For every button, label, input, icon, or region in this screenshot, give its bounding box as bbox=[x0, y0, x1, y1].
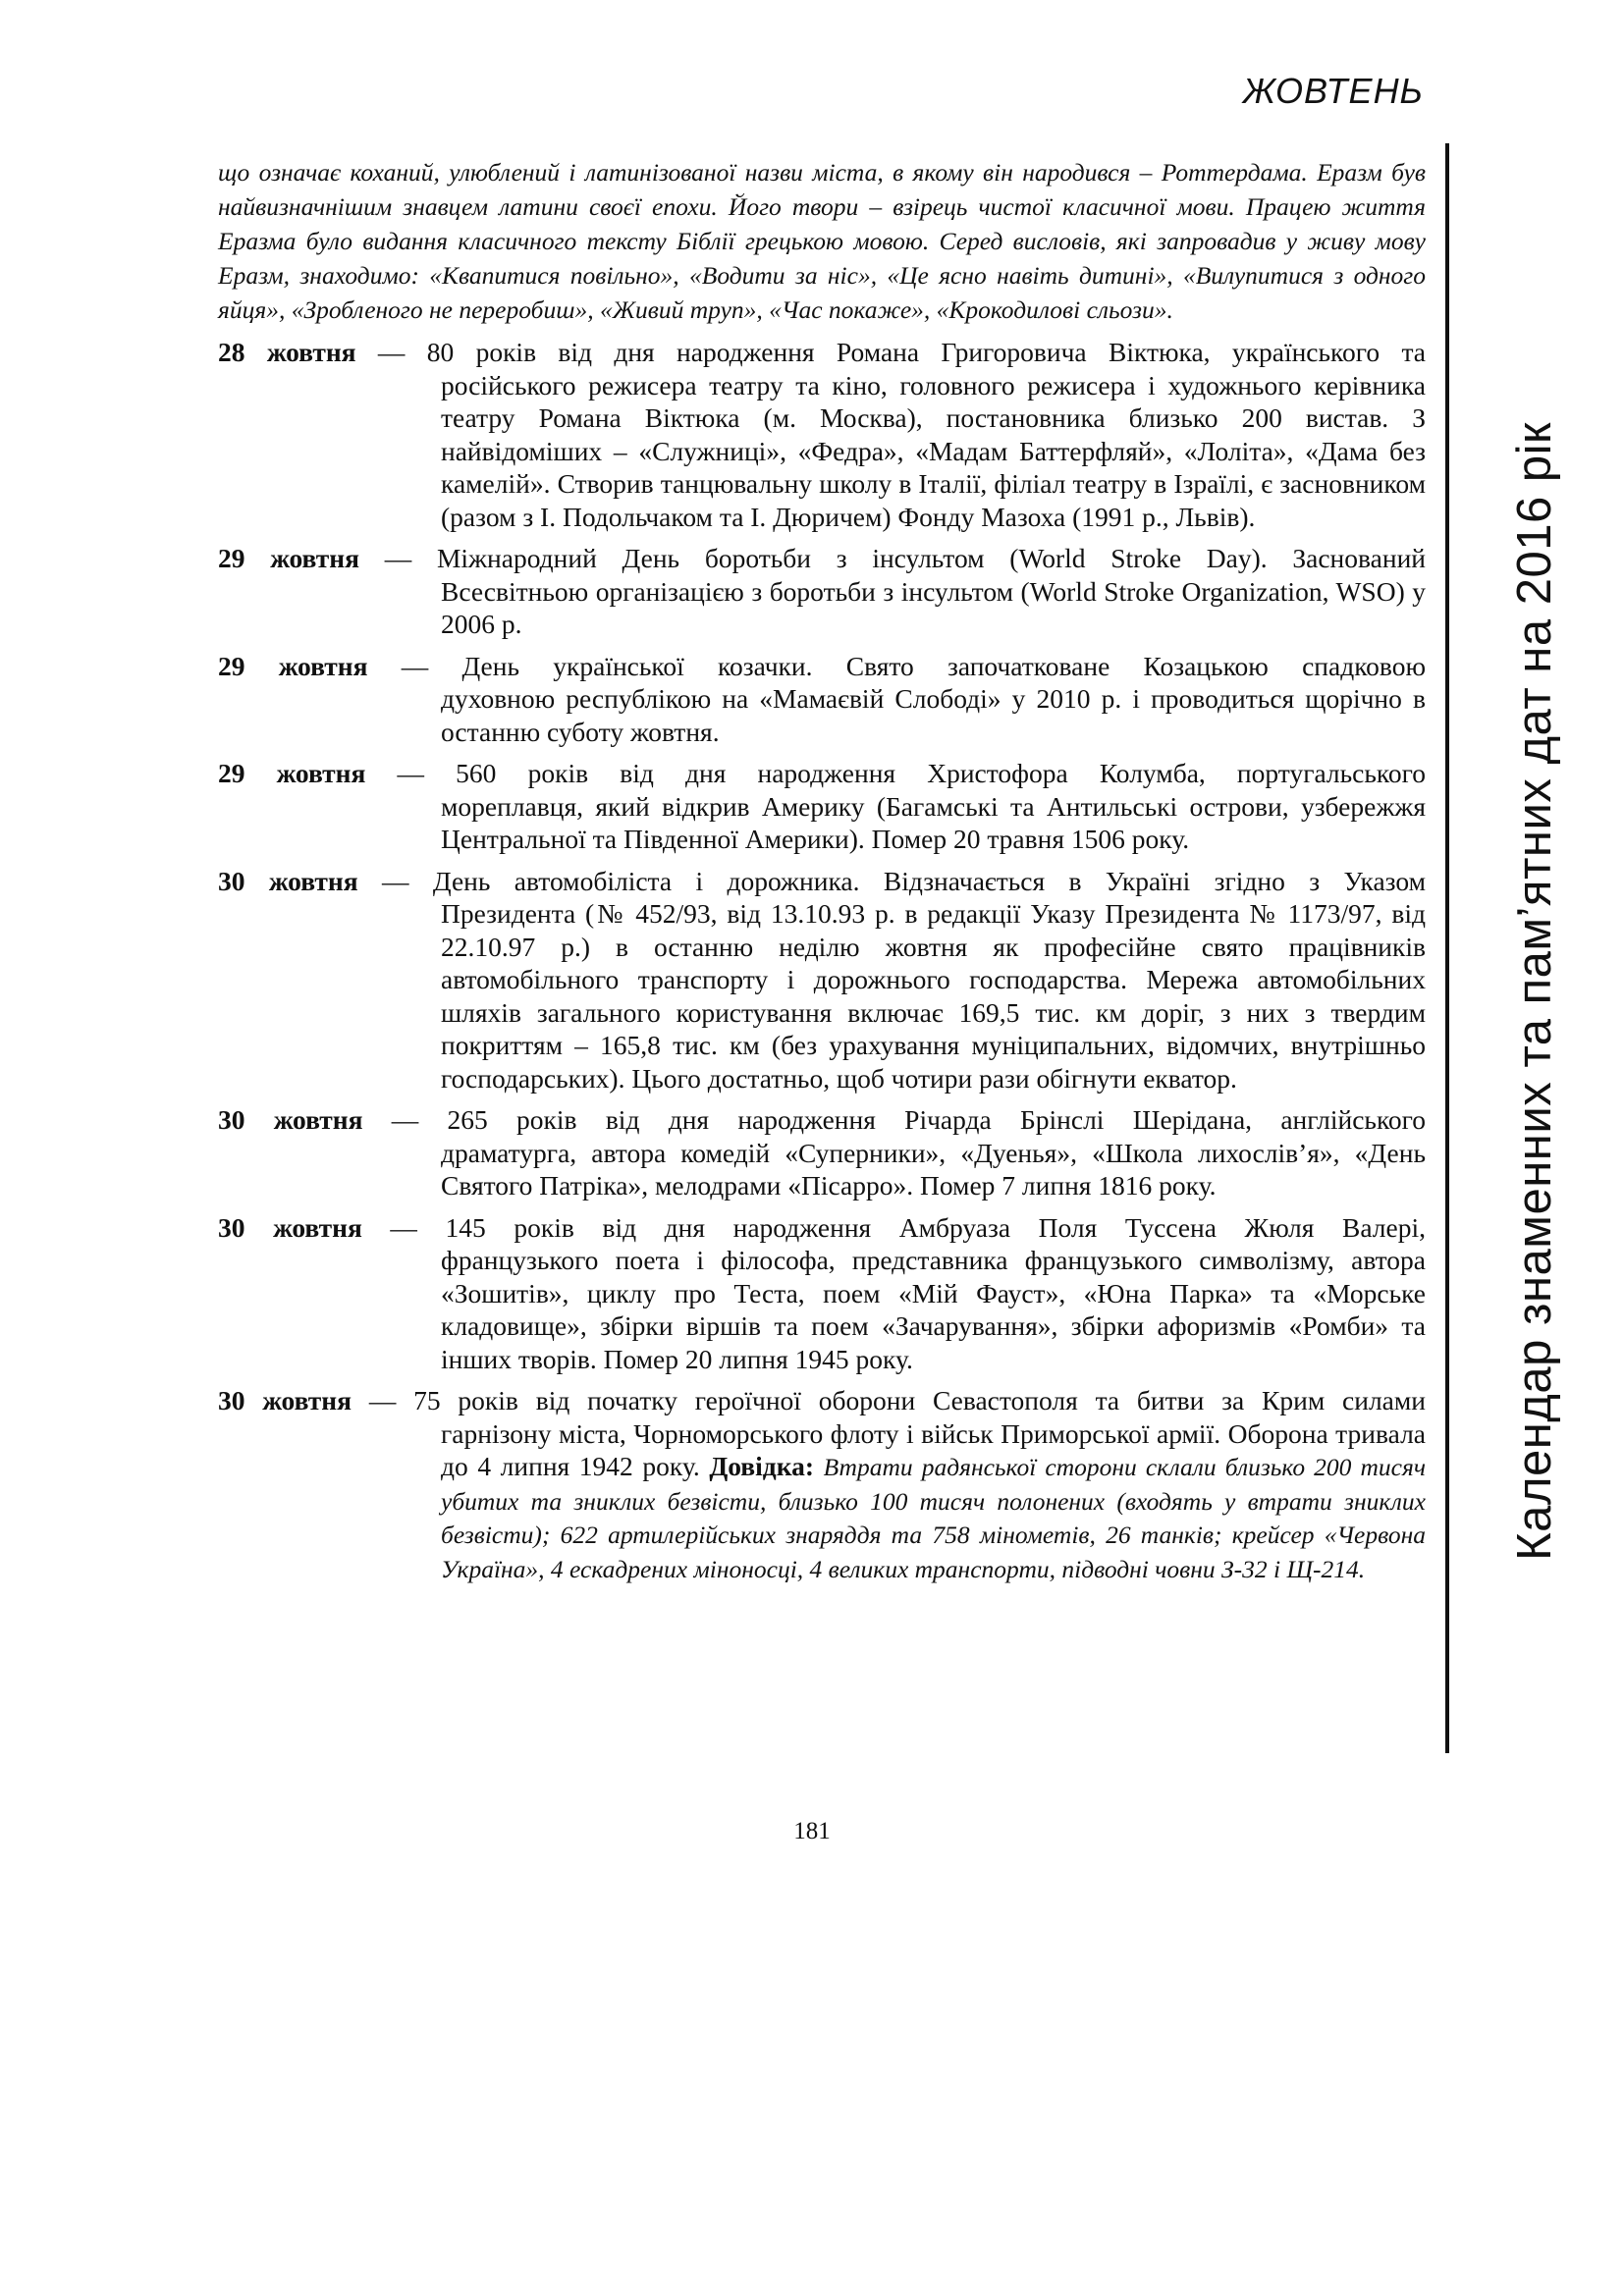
entry-date: 28 жовтня bbox=[218, 337, 356, 367]
entry-body: духовною республікою на «Мамаєвій Слободі» у 2010 р. і проводиться щорічно в останню суботу жовтня. bbox=[441, 683, 1426, 747]
calendar-entry bbox=[218, 1103, 1426, 1202]
calendar-entry bbox=[218, 650, 1426, 749]
calendar-entry bbox=[218, 1384, 1426, 1585]
entry-body: мореплавця, який відкрив Америку (Багамські та Антильські острови, узбережжя Центральної та Південної Америки). Помер 20 травня 1506 року. bbox=[441, 790, 1426, 854]
entry-body bbox=[441, 1417, 1426, 1586]
entry-body: російського режисера театру та кіно, головного режисера і художнього керівника театру Романа Віктюка (м. Москва), постановника близько 200 вистав. З найвідоміших – «Служниці», «Федра», «Мадам Баттерфляй», «Лоліта», «Дама без камелій». Створив танцювальну школу в Італії, філіал театру в Ізраїлі, є засновником (разом з І. Подольчаком та І. Дюричем) Фонду Мазоха (1991 р., Львів). bbox=[441, 369, 1426, 532]
entry-body: Всесвітньою організацією з боротьби з інсультом (World Stroke Organization, WSO) у 2006 р. bbox=[441, 575, 1426, 639]
entry-date: 30 жовтня bbox=[218, 1385, 352, 1415]
entry-lead: — День української козачки. Свято започатковане Козацькою спадковою bbox=[367, 650, 1426, 681]
entry-date: 30 жовтня bbox=[218, 865, 358, 896]
entry-first-line bbox=[218, 650, 1426, 683]
calendar-entry bbox=[218, 1211, 1426, 1376]
calendar-entry bbox=[218, 336, 1426, 533]
entry-date: 29 жовтня bbox=[218, 543, 359, 573]
note-label: Довідка: bbox=[709, 1451, 815, 1481]
entry-first-line bbox=[218, 757, 1426, 790]
margin-rule bbox=[1445, 143, 1449, 1753]
entry-first-line bbox=[218, 336, 1426, 369]
entry-first-line bbox=[218, 1384, 1426, 1417]
entry-lead: — Міжнародний День боротьби з інсультом (World Stroke Day). Заснований bbox=[358, 543, 1427, 573]
entry-lead: — 80 років від дня народження Романа Григоровича Віктюка, українського та bbox=[355, 337, 1427, 367]
entry-date: 29 жовтня bbox=[218, 758, 366, 788]
entry-body: драматурга, автора комедій «Суперники», «Дуенья», «Школа лихослів’я», «День Святого Патріка», мелодрами «Пісарро». Помер 7 липня 1816 року. bbox=[441, 1137, 1426, 1201]
entry-first-line bbox=[218, 865, 1426, 898]
section-header: ЖОВТЕНЬ bbox=[1242, 71, 1424, 111]
entry-lead: — 265 років від дня народження Річарда Брінслі Шерідана, англійського bbox=[362, 1104, 1427, 1135]
entry-first-line bbox=[218, 1103, 1426, 1137]
intro-paragraph: що означає коханий, улюблений і латинізованої назви міста, в якому він народився – Роттердама. Еразм був найвизначнішим знавцем латини своєї епохи. Його твори – взірець чистої класичної мови. Працею життя Еразма було видання класичного тексту Біблії грецькою мовою. Серед висловів, які запровадив у живу мову Еразм, знаходимо: «Квапитися повільно», «Водити за ніс», «Це ясно навіть дитині», «Вилупитися з одного яйця», «Зробленого не переробиш», «Живий труп», «Час покаже», «Крокодилові сльози». bbox=[218, 158, 1426, 324]
entry-date: 30 жовтня bbox=[218, 1104, 363, 1135]
entry-lead: — 145 років від дня народження Амбруаза Поля Туссена Жюля Валері, bbox=[361, 1211, 1427, 1243]
note-text: Втрати радянської сторони склали близько 200 тисяч убитих та зниклих безвісти, близько 100 тисяч полонених (входять у втрати зниклих безвісти); 622 артилерійських знаряддя та 758 мінометів, 26 танків; крейсер «Червона Україна», 4 ескадрених міноносці, 4 великих транспорти, підводні човни З-32 і Щ-214. bbox=[441, 1453, 1427, 1583]
entry-first-line bbox=[218, 1211, 1426, 1245]
calendar-entry bbox=[218, 865, 1426, 1095]
calendar-entry bbox=[218, 757, 1426, 856]
entry-date: 30 жовтня bbox=[218, 1211, 362, 1243]
entry-lead: — 560 років від дня народження Христофора Колумба, португальського bbox=[365, 758, 1426, 788]
entry-date: 29 жовтня bbox=[218, 650, 368, 681]
entry-lead: — 75 років від початку героїчної оборони Севастополя та битви за Крим силами bbox=[352, 1385, 1427, 1415]
calendar-entry bbox=[218, 542, 1426, 641]
entry-body: французького поета і філософа, представника французького символізму, автора «Зошитів», циклу про Теста, поем «Мій Фауст», «Юна Парка» та «Морське кладовище», збірки віршів та поем «Зачарування», збірки афоризмів «Ромби» та інших творів. Помер 20 липня 1945 року. bbox=[441, 1245, 1426, 1374]
entry-body-text: гарнізону міста, Чорноморського флоту і військ Приморської армії. Оборона тривала до 4 липня 1942 року. bbox=[441, 1417, 1426, 1481]
entry-body: Президента (№ 452/93, від 13.10.93 р. в редакції Указу Президента № 1173/97, від 22.10.97 р.) в останню неділю жовтня як професійне свято працівників автомобільного транспорту і дорожнього господарства. Мережа автомобільних шляхів загального користування включає 169,5 тис. км доріг, з них з твердим покриттям – 165,8 тис. км (без урахування муніципальних, відомчих, внутрішньо господарських). Цього достатньо, щоб чотири рази обігнути екватор. bbox=[441, 898, 1426, 1094]
page-number: 181 bbox=[793, 1818, 831, 1844]
entry-lead: — День автомобіліста і дорожника. Відзначається в Україні згідно з Указом bbox=[357, 865, 1427, 896]
entry-first-line bbox=[218, 542, 1426, 575]
running-title-sidebar: Календар знаменних та пам’ятних дат на 2016 рік bbox=[1508, 422, 1561, 1561]
page-content bbox=[218, 155, 1426, 1585]
